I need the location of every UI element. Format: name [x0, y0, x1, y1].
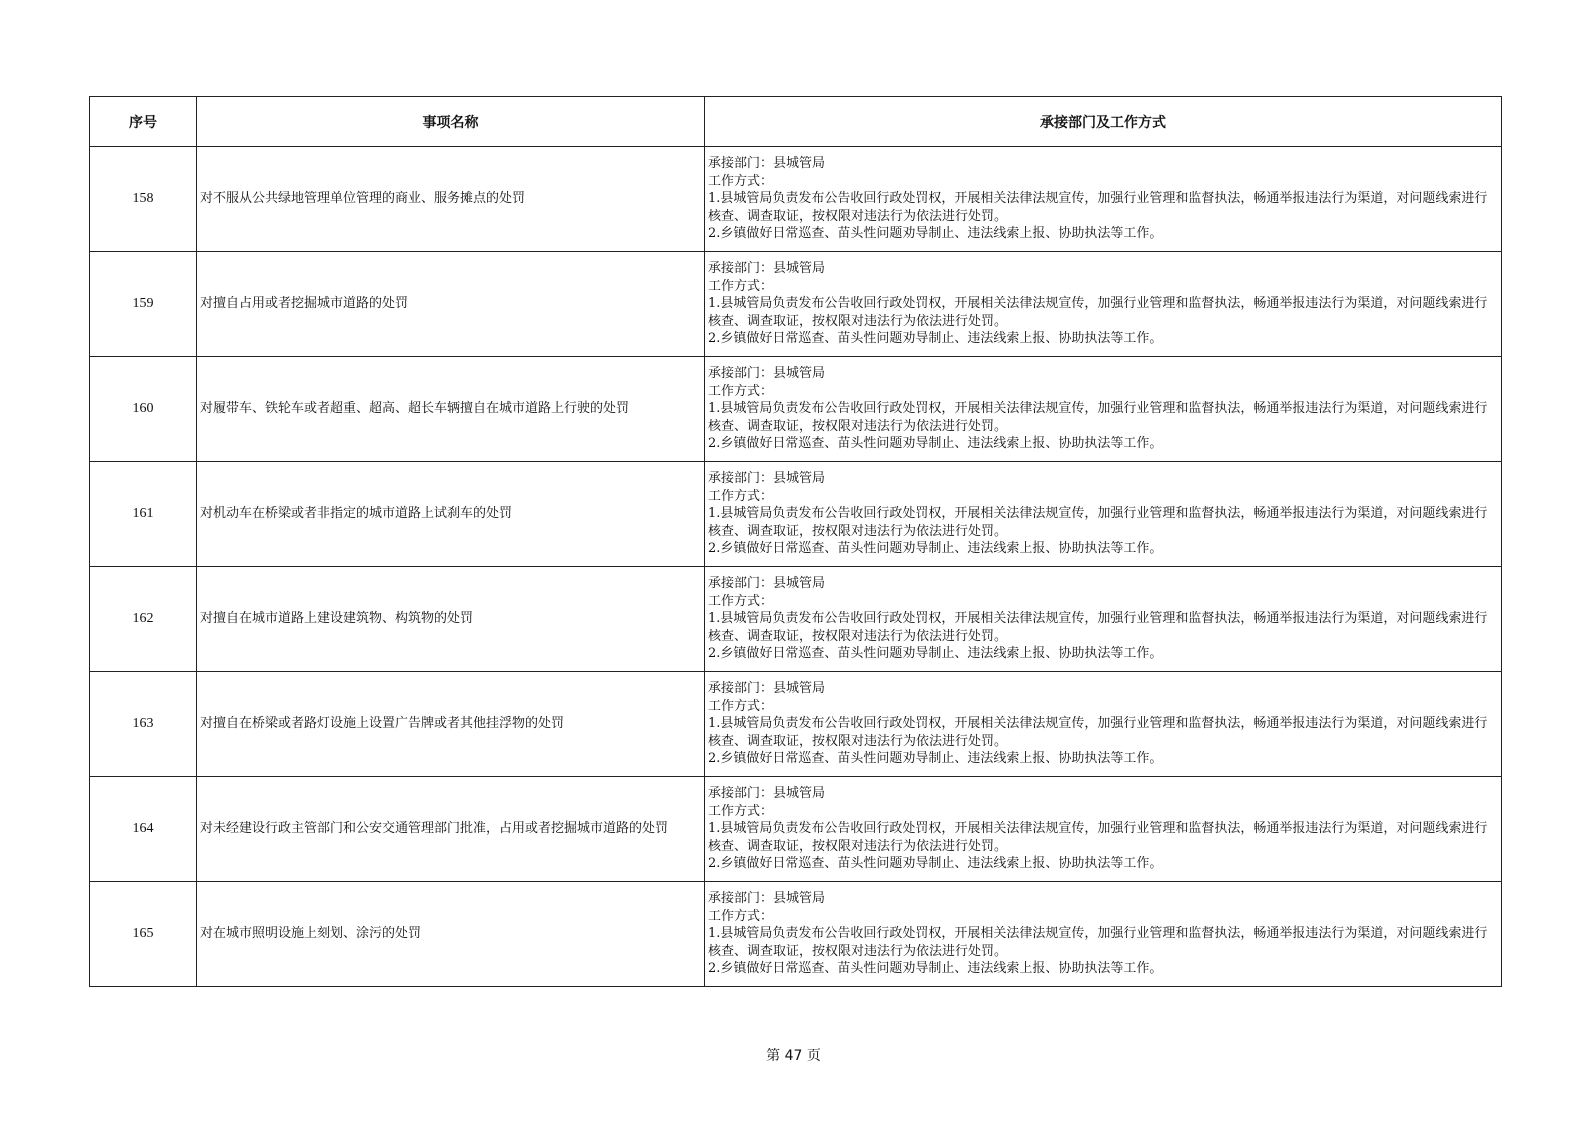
- method-label: 工作方式：: [708, 908, 774, 924]
- row-dept-method: [705, 672, 1502, 777]
- row-seq: 165: [90, 882, 197, 987]
- row-item-name: 对擅自在城市道路上建设建筑物、构筑物的处罚: [197, 567, 705, 672]
- row-seq: 164: [90, 777, 197, 882]
- method-item-2: 2.乡镇做好日常巡查、苗头性问题劝导制止、违法线索上报、协助执法等工作。: [708, 961, 1163, 977]
- method-item-2: 2.乡镇做好日常巡查、苗头性问题劝导制止、违法线索上报、协助执法等工作。: [708, 436, 1163, 452]
- method-item-1: 1.县城管局负责发布公告收回行政处罚权，开展相关法律法规宣传，加强行业管理和监督执法，畅通举报违法行为渠道，对问题线索进行核查、调查取证，按权限对违法行为依法进行处罚。: [708, 401, 1488, 434]
- row-item-name: 对不服从公共绿地管理单位管理的商业、服务摊点的处罚: [197, 147, 705, 252]
- row-dept-method: [705, 252, 1502, 357]
- table-row: [90, 672, 1502, 777]
- method-label: 工作方式：: [708, 173, 774, 189]
- dept-line: 承接部门：县城管局: [708, 891, 826, 907]
- row-seq: 158: [90, 147, 197, 252]
- dept-line: 承接部门：县城管局: [708, 576, 826, 592]
- method-item-1: 1.县城管局负责发布公告收回行政处罚权，开展相关法律法规宣传，加强行业管理和监督执法，畅通举报违法行为渠道，对问题线索进行核查、调查取证，按权限对违法行为依法进行处罚。: [708, 506, 1488, 539]
- method-label: 工作方式：: [708, 383, 774, 399]
- dept-line: 承接部门：县城管局: [708, 471, 826, 487]
- header-dept: 承接部门及工作方式: [705, 97, 1502, 147]
- method-item-2: 2.乡镇做好日常巡查、苗头性问题劝导制止、违法线索上报、协助执法等工作。: [708, 751, 1163, 767]
- table-row: [90, 147, 1502, 252]
- method-item-2: 2.乡镇做好日常巡查、苗头性问题劝导制止、违法线索上报、协助执法等工作。: [708, 541, 1163, 557]
- method-item-2: 2.乡镇做好日常巡查、苗头性问题劝导制止、违法线索上报、协助执法等工作。: [708, 226, 1163, 242]
- table-row: [90, 357, 1502, 462]
- dept-line: 承接部门：县城管局: [708, 366, 826, 382]
- page-number: 第 47 页: [766, 1048, 821, 1064]
- method-item-1: 1.县城管局负责发布公告收回行政处罚权，开展相关法律法规宣传，加强行业管理和监督执法，畅通举报违法行为渠道，对问题线索进行核查、调查取证，按权限对违法行为依法进行处罚。: [708, 191, 1488, 224]
- table-row: [90, 882, 1502, 987]
- row-item-name: 对擅自占用或者挖掘城市道路的处罚: [197, 252, 705, 357]
- row-item-name: 对机动车在桥梁或者非指定的城市道路上试刹车的处罚: [197, 462, 705, 567]
- method-label: 工作方式：: [708, 278, 774, 294]
- row-dept-method: [705, 777, 1502, 882]
- method-item-1: 1.县城管局负责发布公告收回行政处罚权，开展相关法律法规宣传，加强行业管理和监督执法，畅通举报违法行为渠道，对问题线索进行核查、调查取证，按权限对违法行为依法进行处罚。: [708, 716, 1488, 749]
- method-label: 工作方式：: [708, 803, 774, 819]
- method-label: 工作方式：: [708, 698, 774, 714]
- row-item-name: 对擅自在桥梁或者路灯设施上设置广告牌或者其他挂浮物的处罚: [197, 672, 705, 777]
- table-row: [90, 462, 1502, 567]
- dept-line: 承接部门：县城管局: [708, 156, 826, 172]
- method-item-2: 2.乡镇做好日常巡查、苗头性问题劝导制止、违法线索上报、协助执法等工作。: [708, 646, 1163, 662]
- row-dept-method: [705, 882, 1502, 987]
- method-item-2: 2.乡镇做好日常巡查、苗头性问题劝导制止、违法线索上报、协助执法等工作。: [708, 331, 1163, 347]
- row-dept-method: [705, 357, 1502, 462]
- method-label: 工作方式：: [708, 593, 774, 609]
- row-seq: 159: [90, 252, 197, 357]
- row-dept-method: [705, 567, 1502, 672]
- table-row: [90, 252, 1502, 357]
- method-item-1: 1.县城管局负责发布公告收回行政处罚权，开展相关法律法规宣传，加强行业管理和监督执法，畅通举报违法行为渠道，对问题线索进行核查、调查取证，按权限对违法行为依法进行处罚。: [708, 611, 1488, 644]
- row-item-name: 对履带车、铁轮车或者超重、超高、超长车辆擅自在城市道路上行驶的处罚: [197, 357, 705, 462]
- table-row: [90, 777, 1502, 882]
- header-name: 事项名称: [197, 97, 705, 147]
- row-dept-method: [705, 147, 1502, 252]
- row-dept-method: [705, 462, 1502, 567]
- table-row: [90, 567, 1502, 672]
- row-seq: 163: [90, 672, 197, 777]
- header-seq: 序号: [90, 97, 197, 147]
- method-item-1: 1.县城管局负责发布公告收回行政处罚权，开展相关法律法规宣传，加强行业管理和监督执法，畅通举报违法行为渠道，对问题线索进行核查、调查取证，按权限对违法行为依法进行处罚。: [708, 296, 1488, 329]
- method-item-2: 2.乡镇做好日常巡查、苗头性问题劝导制止、违法线索上报、协助执法等工作。: [708, 856, 1163, 872]
- method-label: 工作方式：: [708, 488, 774, 504]
- row-seq: 160: [90, 357, 197, 462]
- row-item-name: 对未经建设行政主管部门和公安交通管理部门批准，占用或者挖掘城市道路的处罚: [197, 777, 705, 882]
- row-seq: 162: [90, 567, 197, 672]
- method-item-1: 1.县城管局负责发布公告收回行政处罚权，开展相关法律法规宣传，加强行业管理和监督执法，畅通举报违法行为渠道，对问题线索进行核查、调查取证，按权限对违法行为依法进行处罚。: [708, 821, 1488, 854]
- dept-line: 承接部门：县城管局: [708, 681, 826, 697]
- method-item-1: 1.县城管局负责发布公告收回行政处罚权，开展相关法律法规宣传，加强行业管理和监督执法，畅通举报违法行为渠道，对问题线索进行核查、调查取证，按权限对违法行为依法进行处罚。: [708, 926, 1488, 959]
- dept-line: 承接部门：县城管局: [708, 261, 826, 277]
- row-item-name: 对在城市照明设施上刻划、涂污的处罚: [197, 882, 705, 987]
- items-table: [89, 96, 1502, 987]
- row-seq: 161: [90, 462, 197, 567]
- dept-line: 承接部门：县城管局: [708, 786, 826, 802]
- header-row: [90, 97, 1502, 147]
